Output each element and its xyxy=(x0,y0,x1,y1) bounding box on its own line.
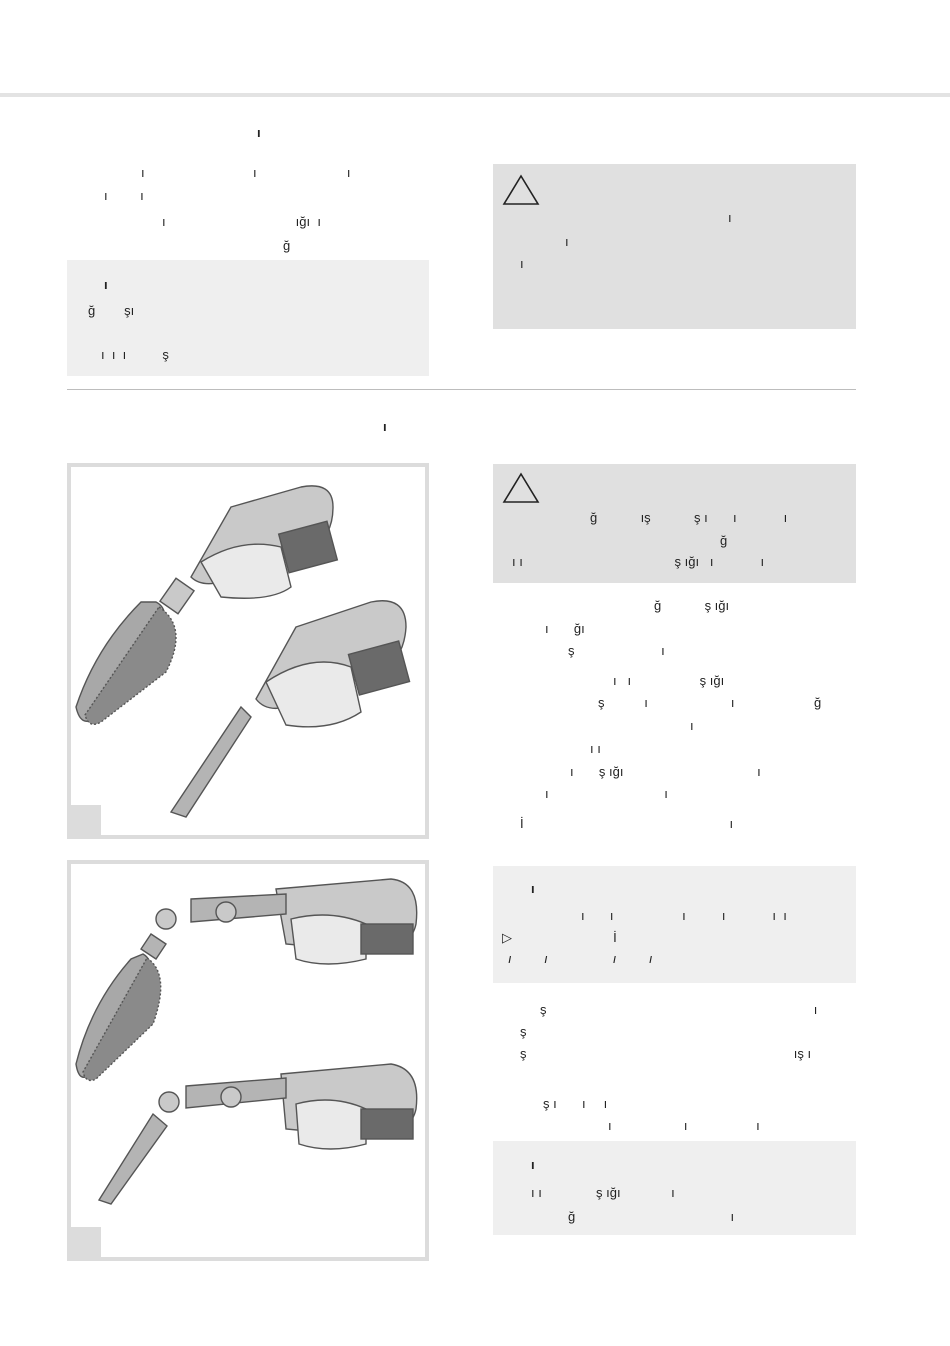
warning-line: ı xyxy=(728,210,732,225)
section1-heading: ı xyxy=(257,125,261,140)
section1-line: ı ığı ı xyxy=(162,214,321,229)
note-title: ı xyxy=(104,277,108,292)
warning-line: ğ xyxy=(720,533,728,548)
body-line: ı ı ı xyxy=(608,1118,760,1133)
warning-line: ı ı ş ığı ı ı xyxy=(512,554,765,569)
note-line: ğ şı xyxy=(88,303,135,318)
figure-2 xyxy=(67,860,429,1261)
top-rule xyxy=(0,93,950,97)
section2-heading: ı xyxy=(383,419,387,434)
section1-line: ı ı ı xyxy=(141,165,351,180)
body-line: ş ı ı ğ xyxy=(598,695,822,710)
warning-box xyxy=(493,164,856,329)
body-line: ş ı ı ı xyxy=(543,1096,608,1111)
figure-tab xyxy=(71,1227,101,1257)
warning-triangle-icon xyxy=(502,472,540,504)
note-line: ı ı ı ı xyxy=(508,951,653,966)
body-line: ğ ş ığı xyxy=(654,598,730,613)
section1-line: ğ xyxy=(283,238,291,253)
body-line: ı ı xyxy=(590,741,601,756)
note-line: ı ı ı ş xyxy=(101,347,169,362)
note-line: ı ı ş ığı ı xyxy=(531,1185,675,1200)
body-line: ı ğı xyxy=(545,621,585,636)
body-line: ı xyxy=(690,718,694,733)
note-title: ı xyxy=(531,1157,535,1172)
note-line: ▷ İ xyxy=(502,930,617,945)
warning-line: ı xyxy=(520,256,524,271)
note-title: ı xyxy=(531,881,535,896)
note-line: ğ ı xyxy=(568,1209,735,1224)
warning-line: ı xyxy=(565,234,569,249)
handheld-vacuum-illustration xyxy=(71,864,425,1257)
section1-line: ı ı xyxy=(104,188,144,203)
body-line: ş ı xyxy=(540,1002,818,1017)
section-divider xyxy=(67,389,856,390)
handheld-vacuum-illustration xyxy=(71,467,425,835)
body-line: İ ı xyxy=(520,816,734,831)
body-line: ı ı xyxy=(545,786,668,801)
figure-1 xyxy=(67,463,429,839)
warning-line: ğ ış ş ı ı ı xyxy=(590,510,788,525)
body-line: ş ı xyxy=(568,643,665,658)
body-line: ş xyxy=(520,1024,527,1039)
warning-triangle-icon xyxy=(502,174,540,206)
body-line: ı ş ığı ı xyxy=(570,764,761,779)
body-line: ş ış ı xyxy=(520,1046,812,1061)
note-line: ı ı ı ı ı ı xyxy=(581,908,787,923)
figure-tab xyxy=(71,805,101,835)
body-line: ı ı ş ığı xyxy=(613,673,725,688)
